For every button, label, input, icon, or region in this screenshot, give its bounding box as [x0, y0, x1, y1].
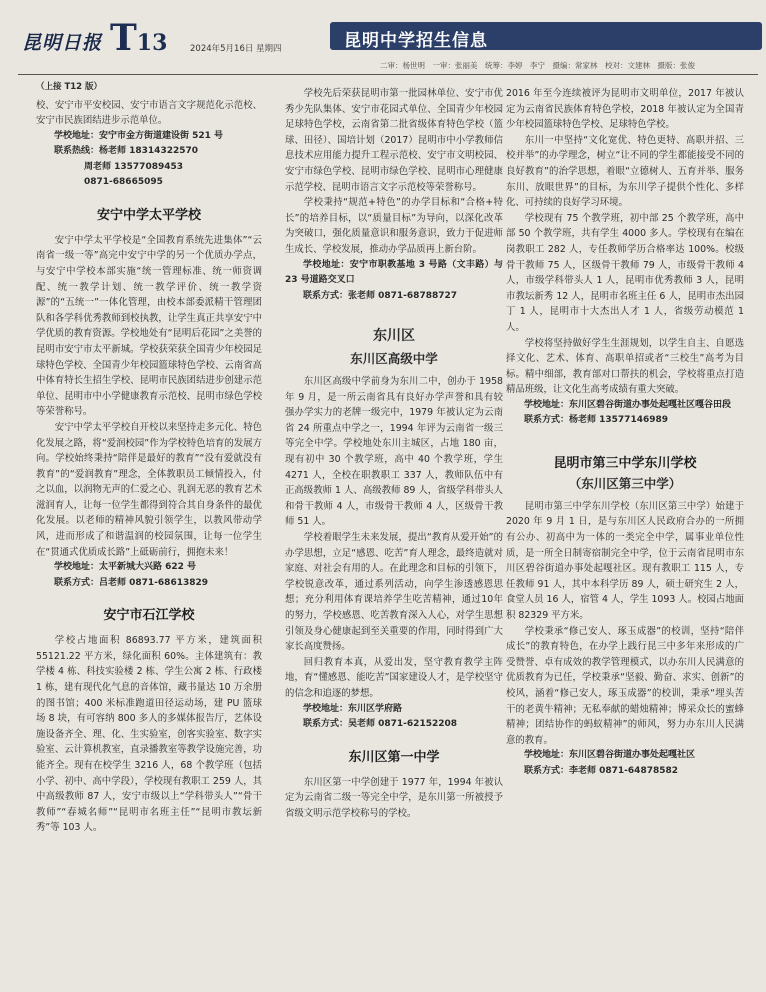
article-paragraph: 东川一中坚持“文化宽优、特色更特、高职并招、三校并举”的办学理念，树立“让不同的学生都能接受不同的良好教育”的治学思想，着眼“立德树人、五育并举、服务东川、放眼世界”的目标，为东川学子提供个性化、多样化、可持续的良好学习环境。: [506, 134, 744, 209]
article-title: 安宁中学太平学校: [96, 207, 201, 223]
article-paragraph: 昆明市第三中学东川学校（东川区第三中学）始建于 2020 年 9 月 1 日，是与东川区人民政府合办的一所拥有公办、初高中为一体的一类完全中学，属事业单位性质，是一所全日制寄宿制完全中学，位于云南省昆明市东川区碧谷街道办事处起嘎社区。现有教职工 115 人，专任教师 91 人，其中本科学历 89 人，硕士研究生 2 人，食堂人员 16 人，宿管 4 人，学生 1093 人。校园占地面积 82329 平方米。: [506, 500, 744, 622]
column-2: [285, 80, 503, 992]
article-paragraph: 学校先后荣获昆明市第一批园林单位、安宁市优秀少先队集体、安宁市花园式单位、全国青少年校园足球特色学校，云南省第二批省级体育特色学校（篮球、田径）、国培计划（2017）昆明市中小学教师信息技术应用能力提升工程示范校、安宁市文明校园、安宁市绿色学校、昆明市绿色学校、昆明市心理健康示范学校、昆明市语言文字示范校等荣誉称号。: [285, 88, 503, 193]
article-paragraph: 东川区第一中学创建于 1977 年，1994 年被认定为云南省二级一等完全中学，是东川第一所被授予省级文明示范学校称号的学校。: [285, 776, 503, 819]
article-paragraph: 学校现有 75 个教学班，初中部 25 个教学班，高中部 50 个教学班，共有学生 4000 多人。学校现有在编在岗教职工 282 人，专任教师学历合格率达 100%。校级骨干教师 75 人，区级骨干教师 79 人，市级骨干教师 4 人，市级学科带头人 1 人，昆明市优秀教师 3 人，昆明市教坛新秀 12 人，昆明市名班主任 6 人，昆明市杰出园丁 1 人，昆明市十大杰出人才 1 人，省级劳动模范 1 人。: [506, 212, 744, 333]
article-title: 东川区高级中学: [350, 351, 438, 367]
school-contact: 联系方式：张老师 0871-68788727: [303, 290, 458, 301]
section-letter: T: [110, 17, 137, 59]
column-3: [506, 80, 744, 992]
editor-credits: 二审：杨世明 一审：张丽美 统筹：李婷 李宁 摄编：常家林 校对：文建林 摄版：张俊: [380, 61, 695, 70]
masthead: [0, 0, 766, 70]
school-contact: 联系热线：杨老师 18314322570: [54, 146, 199, 157]
article-paragraph: 学校将坚持做好学生生涯规划，以学生自主、自愿选择文化、艺术、体育、高职单招或者“三校生”高考为目标。精中细部，教育部对口帮扶的机会，学校将重点打造精品班级，让文化生高考成绩有重大突破。: [506, 337, 744, 396]
section-number: 13: [136, 30, 168, 56]
article-subtitle: （东川区第三中学）: [568, 475, 682, 491]
newspaper-logo: 昆明日报: [22, 32, 103, 54]
article-paragraph: 学校秉持“规范+特色”的办学目标和“合格+特长”的培养目标，以“质量目标”为导向，以深化改革为突破口，强化质量意识和服务意识，致力于促进师生成长、学校发展，推动办学品质再上新台阶。: [285, 197, 503, 255]
article-paragraph: 2016 年至今连续被评为昆明市文明单位，2017 年被认定为云南省民族体育特色学校，2018 年被认定为全国青少年校园篮球特色学校、足球特色学校。: [506, 88, 744, 131]
article-paragraph: 学校着眼学生未来发展，提出“教育从爱开始”的办学思想，立足“感恩、吃苦”育人理念，最终造就对家庭、对社会有用的人。在此理念和目标的引领下，学校锐意改革，通过系列活动，向学生渗透感恩思想；充分利用体育课培养学生吃苦精神，通过10年的努力，学校感恩、吃苦教育深入人心，对学生思想引领及身心健康起到至关重要的作用，同时得到广大家长高度赞扬。: [285, 531, 503, 653]
school-address: 学校地址：安宁市金方街道建设街 521 号: [54, 130, 224, 141]
article-title: 东川区第一中学: [348, 749, 440, 765]
page-title: 昆明中学招生信息: [344, 31, 488, 51]
page-banner: [330, 22, 762, 50]
article-paragraph: 安宁中学太平学校自开校以来坚持走多元化、特色化发展之路，将“爱润校园”作为学校特色培育的发展方向。学校始终秉持“陪伴是最好的教育”“没有爱就没有教育”的“爱润教育”理念，全体教职员工倾情投入，付之以血，以润物无声的仁爱之心、乳润无恶的教育艺术滋润育人，让每一位学生都得到符合其自身条件的最优化发展。以老师的精神风貌引领学生，以教风带动学风，进而形成了和谐温润的校园氛围，让每一位学生在“贯通式优质成长路”上砥砺前行，拥抱未来！: [36, 421, 262, 558]
school-contact: 联系方式：杨老师 13577146989: [524, 415, 669, 426]
article-paragraph: 东川区高级中学前身为东川二中，创办于 1958 年 9 月，是一所云南省具有良好办学声誉和具有较强办学实力的老牌一级完中，1979 年被认定为云南省 24 所重点中学之一，1994 年评为云南省一级三等完全中学。学校地处东川主城区，占地 180 亩，现有初中 30 个教学班，高中 40 个教学班，学生 4271 人，全校在职教职工 337 人，教师队伍中有正高级教师 1 人、高级教师 89 人，省级学科带头人和骨干教师 4 人，市级骨干教师 4 人，区级骨干教师 51 人。: [285, 376, 503, 528]
school-address: 学校地址：东川区碧谷街道办事处起嘎社区嘎谷田段: [524, 399, 732, 410]
article-title: 安宁市石江学校: [103, 608, 195, 624]
continued-label: （上接 T12 版）: [36, 82, 103, 92]
region-heading: 东川区: [373, 328, 415, 345]
article-paragraph: 回归教育本真，从爱出发，坚守教育教学主阵地，育“懂感恩、能吃苦”国家建设人才，是学校坚守的信念和追逐的梦想。: [285, 656, 503, 699]
column-1: [36, 80, 262, 992]
section-marker: [110, 17, 168, 61]
school-address: 学校地址：东川区学府路: [303, 703, 403, 714]
header-divider: [18, 74, 758, 75]
article-paragraph: 学校占地面积 86893.77 平方米，建筑面积 55121.22 平方米，绿化面积 60%。主体建筑有：教学楼 4 栋、科技实验楼 2 栋、学生公寓 2 栋、行政楼 1 栋，建有现代化气息的音体馆，藏书量达 10 万余册的图书馆；400 米标准跑道田径运动场，建 PU 篮球场 8 块，有可容纳 800 多人的多媒体报告厅，艺体设施设备齐全、理、化、生实验室，创客实验室、数字实验室、云计算机教室，直录播教室等教学设施完善，功能齐全。现有在校学生 3216 人，68 个教学班（包括小学、初中、高中学段），学校现有教职工 259 人，其中高级教师 87 人，安宁市级以上“学科带头人”“骨干教师”“春城名师”“昆明市名班主任”“昆明市教坛新秀”等 103 人。: [36, 635, 262, 834]
school-contact: 联系方式：李老师 0871-64878582: [524, 765, 679, 776]
article-paragraph: 学校秉承“修己安人、琢玉成器”的校训，坚持“陪伴成长”的教育特色，在办学上践行昆三中多年来形成的广受赞誉、卓有成效的教学管理模式，以办东川人民满意的优质教育为已任，学校秉承“坚毅、勤奋、求实、创新”的校风，涵着“修己安人，琢玉成器”的校训，秉承“埋头苦干的老黄牛精神；无私奉献的蜡烛精神；博采众长的蜜蜂精神；团结协作的蚂蚁精神”的师风，努力办东川人民满意的教育。: [506, 625, 744, 746]
issue-date: 2024年5月16日 星期四: [190, 44, 282, 54]
school-address: 学校地址：安宁市职教基地 3 号路（文丰路）与 23 号道路交叉口: [285, 259, 503, 286]
school-address: 学校地址：太平新城大兴路 622 号: [54, 562, 197, 573]
school-contact: 联系方式：吴老师 0871-62152208: [303, 719, 458, 729]
school-contact: 周老师 13577089453: [84, 161, 184, 172]
school-contact: 0871-68665095: [84, 177, 163, 188]
article-paragraph: 校、安宁市平安校园、安宁市语言文字规范化示范校、安宁市民族团结进步示范单位。: [36, 99, 262, 127]
school-address: 学校地址：东川区碧谷街道办事处起嘎社区: [524, 750, 696, 761]
article-paragraph: 安宁中学太平学校是“全国教育系统先进集体”“云南省一级一等”高完中安宁中学的另一个优质办学点，与安宁中学校本部实施“统一管理标准、统一师资调配、统一教学计划、统一教学评价、统一教学资源”的“五统一”一体化管理，由校本部委派精干管理团队和各学科优秀教师到校执教，让学生真正共享安宁中学优质的教育资源。学校地处有“昆明后花园”之美誉的昆明市安宁市太平新城。学校获荣获全国青少年校园足球特色学校、全国青少年校园篮球特色学校、云南省高中体育特长生招生学校、昆明市民族团结进步创建示范单位、昆明市中小学健康教育示范校、昆明市绿色学校等荣誉称号。: [36, 234, 262, 418]
article-title: 昆明市第三中学东川学校: [553, 455, 697, 471]
school-contact: 联系方式：吕老师 0871-68613829: [54, 577, 209, 588]
